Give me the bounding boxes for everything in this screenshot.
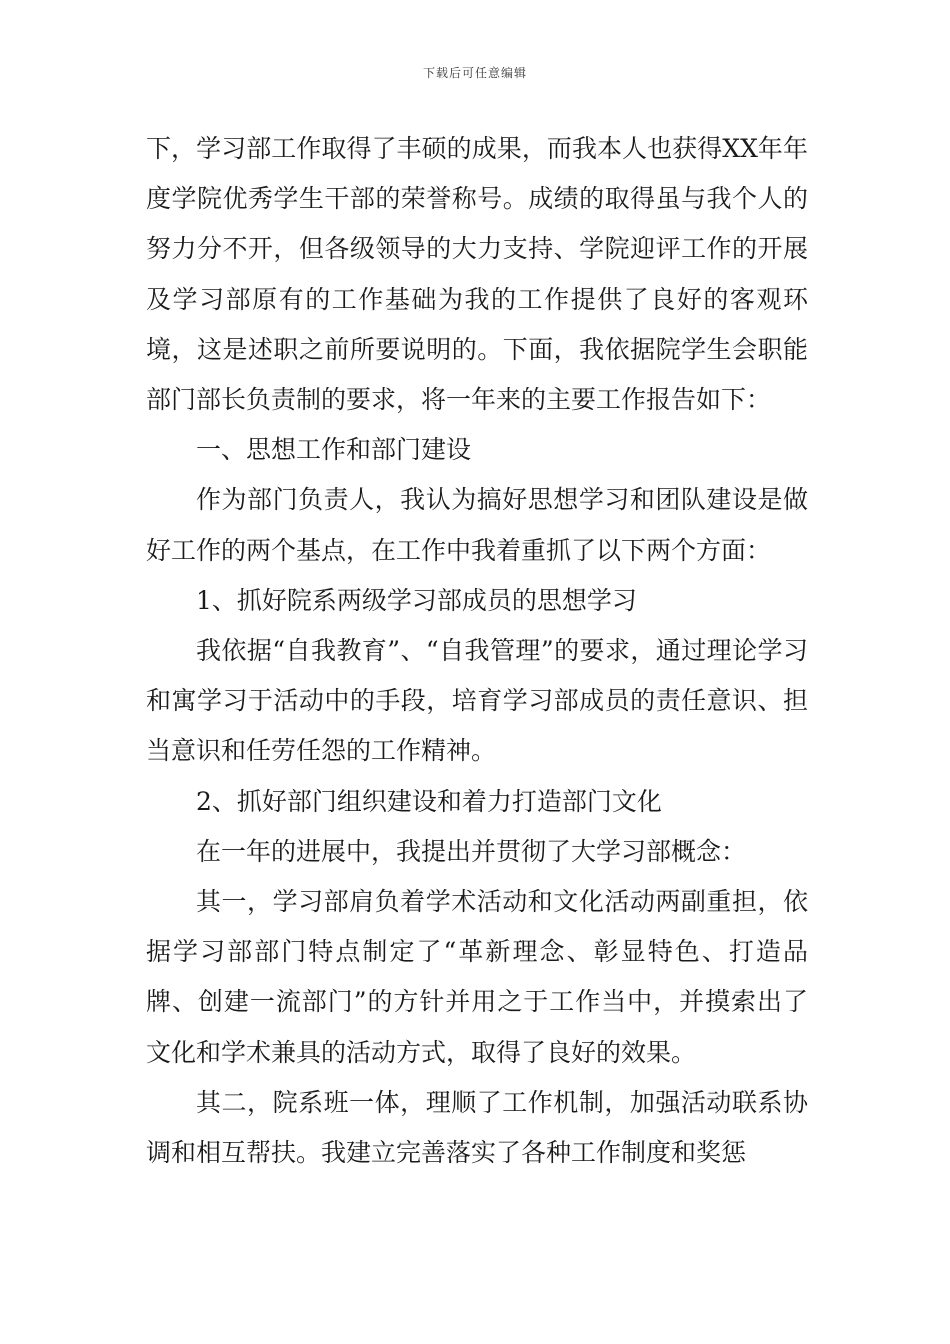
paragraph: 我依据“自我教育”、“自我管理”的要求，通过理论学习和寓学习于活动中的手段，培育学习部成员的责任意识、担当意识和任劳任怨的工作精神。 <box>146 636 808 766</box>
subsection-heading: 1、抓好院系两级学习部成员的思想学习 <box>196 585 637 615</box>
paragraph: 其二，院系班一体，理顺了工作机制，加强活动联系协调和相互帮扶。我建立完善落实了各种工作制度和奖惩 <box>146 1087 808 1168</box>
page-header-note: 下载后可任意编辑 <box>422 66 527 80</box>
document-body <box>146 124 808 1178</box>
section-heading: 一、思想工作和部门建设 <box>196 435 472 465</box>
paragraph: 下，学习部工作取得了丰硕的成果，而我本人也获得XX年年度学院优秀学生干部的荣誉称号。成绩的取得虽与我个人的努力分不开，但各级领导的大力支持、学院迎评工作的开展及学习部原有的工作基础为我的工作提供了良好的客观环境，这是述职之前所要说明的。下面，我依据院学生会职能部门部长负责制的要求，将一年来的主要工作报告如下： <box>146 134 808 415</box>
paragraph: 在一年的进展中，我提出并贯彻了大学习部概念： <box>196 836 747 866</box>
subsection-heading: 2、抓好部门组织建设和着力打造部门文化 <box>196 786 662 816</box>
paragraph: 其一，学习部肩负着学术活动和文化活动两副重担，依据学习部部门特点制定了“革新理念、彰显特色、打造品牌、创建一流部门”的方针并用之于工作当中，并摸索出了文化和学术兼具的活动方式，取得了良好的效果。 <box>146 887 808 1067</box>
paragraph: 作为部门负责人，我认为搞好思想学习和团队建设是做好工作的两个基点，在工作中我着重抓了以下两个方面： <box>146 485 808 565</box>
